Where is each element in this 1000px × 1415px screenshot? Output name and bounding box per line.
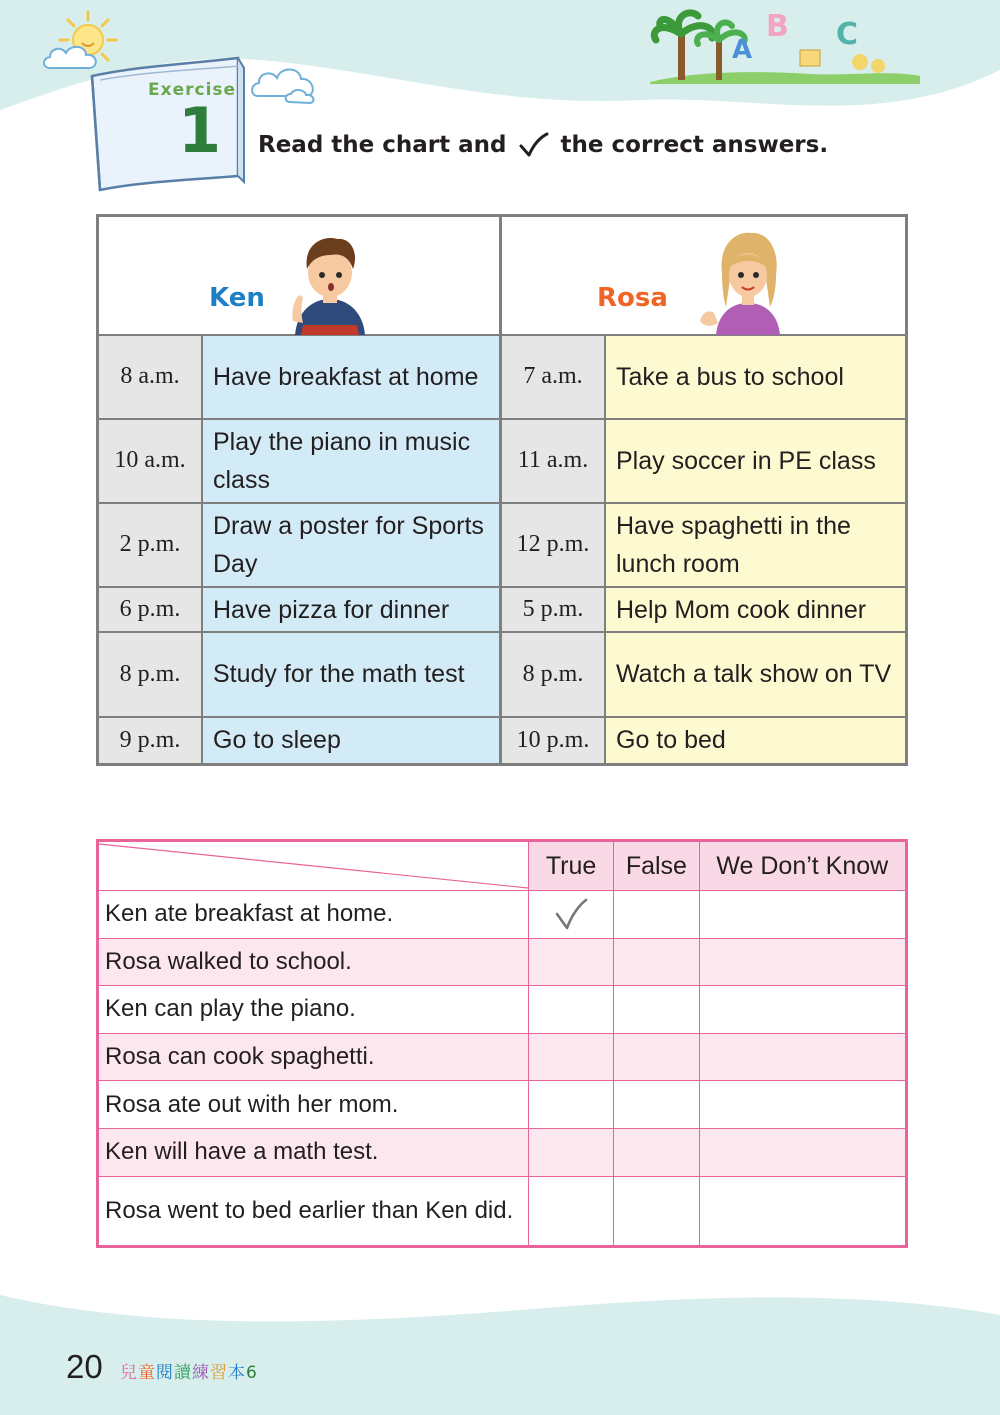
true-checkbox[interactable] — [529, 1176, 614, 1246]
table-row — [98, 1081, 907, 1129]
header-true: True — [529, 841, 614, 891]
diagonal-line — [99, 842, 528, 890]
answer-table-header — [98, 841, 907, 891]
false-checkbox[interactable] — [614, 1128, 699, 1176]
answer-table — [96, 839, 908, 1248]
schedule-row — [502, 718, 905, 763]
time-cell: 2 p.m. — [99, 504, 203, 586]
girl-waving-icon — [698, 223, 798, 335]
statement: Ken will have a math test. — [98, 1128, 529, 1176]
statement: Rosa went to bed earlier than Ken did. — [98, 1176, 529, 1246]
header-we-dont-know: We Don’t Know — [699, 841, 906, 891]
bottom-background-wave — [0, 1270, 1000, 1415]
statement: Rosa can cook spaghetti. — [98, 1033, 529, 1081]
activity-cell: Go to bed — [606, 718, 905, 763]
true-checkbox[interactable] — [529, 1128, 614, 1176]
check-icon — [554, 897, 588, 931]
false-checkbox[interactable] — [614, 1033, 699, 1081]
table-row — [98, 1128, 907, 1176]
table-row — [98, 1033, 907, 1081]
activity-cell: Have pizza for dinner — [203, 588, 499, 632]
schedule-row — [99, 336, 499, 420]
time-cell: 9 p.m. — [99, 718, 203, 763]
dont-know-checkbox[interactable] — [699, 986, 906, 1034]
book-title: 兒童閱讀練習本6 — [120, 1363, 258, 1383]
schedule-table — [96, 214, 908, 766]
true-checkbox[interactable] — [529, 891, 614, 939]
schedule-row — [502, 633, 905, 717]
activity-cell: Have spaghetti in the lunch room — [606, 504, 905, 586]
dont-know-checkbox[interactable] — [699, 1033, 906, 1081]
time-cell: 6 p.m. — [99, 588, 203, 632]
false-checkbox[interactable] — [614, 1081, 699, 1129]
table-row — [98, 986, 907, 1034]
false-checkbox[interactable] — [614, 986, 699, 1034]
activity-cell: Play soccer in PE class — [606, 420, 905, 502]
instruction — [258, 132, 828, 158]
dont-know-checkbox[interactable] — [699, 1081, 906, 1129]
false-checkbox[interactable] — [614, 891, 699, 939]
activity-cell: Take a bus to school — [606, 336, 905, 418]
time-cell: 8 p.m. — [99, 633, 203, 715]
dont-know-checkbox[interactable] — [699, 1128, 906, 1176]
true-checkbox[interactable] — [529, 986, 614, 1034]
statement: Rosa ate out with her mom. — [98, 1081, 529, 1129]
statement: Ken ate breakfast at home. — [98, 891, 529, 939]
dont-know-checkbox[interactable] — [699, 891, 906, 939]
exercise-label: Exercise — [148, 80, 237, 100]
palm-trees-letters-decoration — [650, 4, 920, 84]
schedule-row — [502, 336, 905, 420]
activity-cell: Watch a talk show on TV — [606, 633, 905, 715]
true-checkbox[interactable] — [529, 1033, 614, 1081]
time-cell: 8 p.m. — [502, 633, 606, 715]
false-checkbox[interactable] — [614, 938, 699, 986]
time-cell: 7 a.m. — [502, 336, 606, 418]
activity-cell: Have breakfast at home — [203, 336, 499, 418]
time-cell: 10 p.m. — [502, 718, 606, 763]
activity-cell: Go to sleep — [203, 718, 499, 763]
table-row — [98, 938, 907, 986]
ken-name: Ken — [209, 283, 265, 313]
table-row — [98, 1176, 907, 1246]
boy-thinking-icon — [285, 225, 375, 335]
time-cell: 11 a.m. — [502, 420, 606, 502]
decor-letter: C — [836, 17, 859, 52]
decor-letter: A — [732, 35, 753, 65]
rosa-header — [502, 217, 905, 336]
time-cell: 8 a.m. — [99, 336, 203, 418]
activity-cell: Study for the math test — [203, 633, 499, 715]
activity-cell: Play the piano in music class — [203, 420, 499, 502]
time-cell: 12 p.m. — [502, 504, 606, 586]
rosa-schedule — [502, 217, 905, 763]
schedule-row — [502, 588, 905, 634]
exercise-book-icon — [88, 48, 248, 193]
check-icon — [519, 132, 549, 158]
page-number: 20 — [66, 1348, 103, 1385]
rosa-name: Rosa — [597, 283, 668, 313]
schedule-row — [99, 633, 499, 717]
schedule-row — [99, 588, 499, 634]
time-cell: 10 a.m. — [99, 420, 203, 502]
false-checkbox[interactable] — [614, 1176, 699, 1246]
ken-header — [99, 217, 499, 336]
schedule-row — [99, 504, 499, 588]
dont-know-checkbox[interactable] — [699, 938, 906, 986]
time-cell: 5 p.m. — [502, 588, 606, 632]
schedule-row — [99, 718, 499, 763]
statement: Ken can play the piano. — [98, 986, 529, 1034]
table-row — [98, 891, 907, 939]
schedule-row — [502, 504, 905, 588]
true-checkbox[interactable] — [529, 938, 614, 986]
cloud-icon — [250, 62, 330, 106]
schedule-row — [99, 420, 499, 504]
statement: Rosa walked to school. — [98, 938, 529, 986]
activity-cell: Help Mom cook dinner — [606, 588, 905, 632]
activity-cell: Draw a poster for Sports Day — [203, 504, 499, 586]
instruction-text: Read the chart and — [258, 132, 507, 158]
schedule-row — [502, 420, 905, 504]
dont-know-checkbox[interactable] — [699, 1176, 906, 1246]
exercise-number: 1 — [178, 94, 222, 167]
true-checkbox[interactable] — [529, 1081, 614, 1129]
ken-schedule — [99, 217, 502, 763]
diagonal-header-cell — [98, 841, 529, 891]
header-false: False — [614, 841, 699, 891]
instruction-text: the correct answers. — [560, 132, 829, 158]
decor-letter: B — [766, 9, 789, 44]
